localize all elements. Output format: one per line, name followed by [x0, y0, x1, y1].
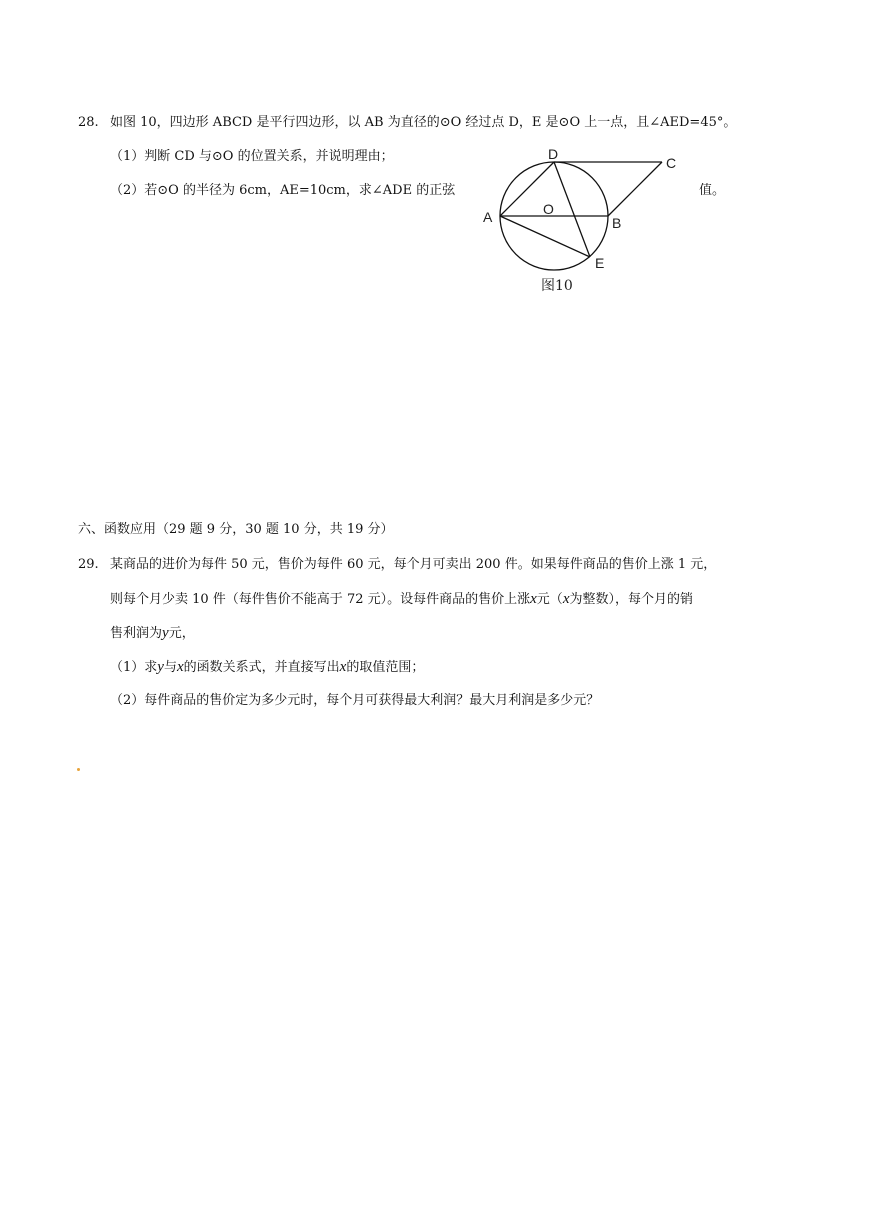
- label-c: C: [666, 155, 677, 171]
- figure-caption: 图10: [541, 278, 573, 294]
- variable-y: y: [162, 625, 169, 641]
- variable-x: x: [176, 659, 184, 675]
- label-a: A: [483, 209, 493, 225]
- q29-line-2: [110, 590, 693, 609]
- q29-line-3-b: 元，: [168, 626, 195, 641]
- q28-part2-tail: 值。: [699, 183, 726, 198]
- label-d: D: [548, 146, 559, 162]
- variable-x: x: [562, 591, 570, 607]
- q29-line-3: [110, 624, 195, 643]
- section-6-heading: 六、函数应用（29 题 9 分，30 题 10 分，共 19 分）: [78, 522, 394, 537]
- q29-line-2-b: 元（: [536, 592, 563, 607]
- q28-part1: （1）判断 CD 与⊙O 的位置关系，并说明理由；: [110, 149, 394, 164]
- variable-x: x: [530, 591, 537, 607]
- variable-y: y: [157, 659, 164, 675]
- q29-line-2-a: 则每个月少卖 10 件（每件售价不能高于 72 元）。设每件商品的售价上涨: [110, 592, 531, 607]
- q28-number: 28.: [78, 115, 99, 130]
- label-o: O: [543, 201, 554, 217]
- q29-part2: （2）每件商品的售价定为多少元时，每个月可获得最大利润？最大月利润是多少元？: [110, 693, 600, 708]
- q29-line-1: 某商品的进价为每件 50 元，售价为每件 60 元，每个月可卖出 200 件。如果每件商品的售价上涨 1 元，: [110, 557, 717, 572]
- q29-line-2-c: 为整数），每个月的销: [569, 592, 693, 607]
- orange-dot: [77, 768, 80, 771]
- q29-number: 29.: [78, 557, 99, 572]
- q28-part2: （2）若⊙O 的半径为 6cm，AE=10cm，求∠ADE 的正弦: [110, 183, 456, 198]
- q29-part1-b: 与: [163, 660, 177, 675]
- q29-part1-a: （1）求: [110, 660, 158, 675]
- variable-x: x: [339, 659, 347, 675]
- q29-part1: [110, 658, 424, 677]
- segment-bc: [608, 162, 662, 216]
- q29-line-3-a: 售利润为: [110, 626, 163, 641]
- label-e: E: [595, 255, 605, 271]
- q28-stem: 如图 10，四边形 ABCD 是平行四边形，以 AB 为直径的⊙O 经过点 D，E 是⊙O 上一点，且∠AED=45°。: [110, 115, 737, 130]
- label-b: B: [612, 215, 622, 231]
- q29-part1-d: 的取值范围；: [346, 660, 425, 675]
- figure-10: [475, 142, 690, 300]
- q29-part1-c: 的函数关系式，并直接写出: [183, 660, 340, 675]
